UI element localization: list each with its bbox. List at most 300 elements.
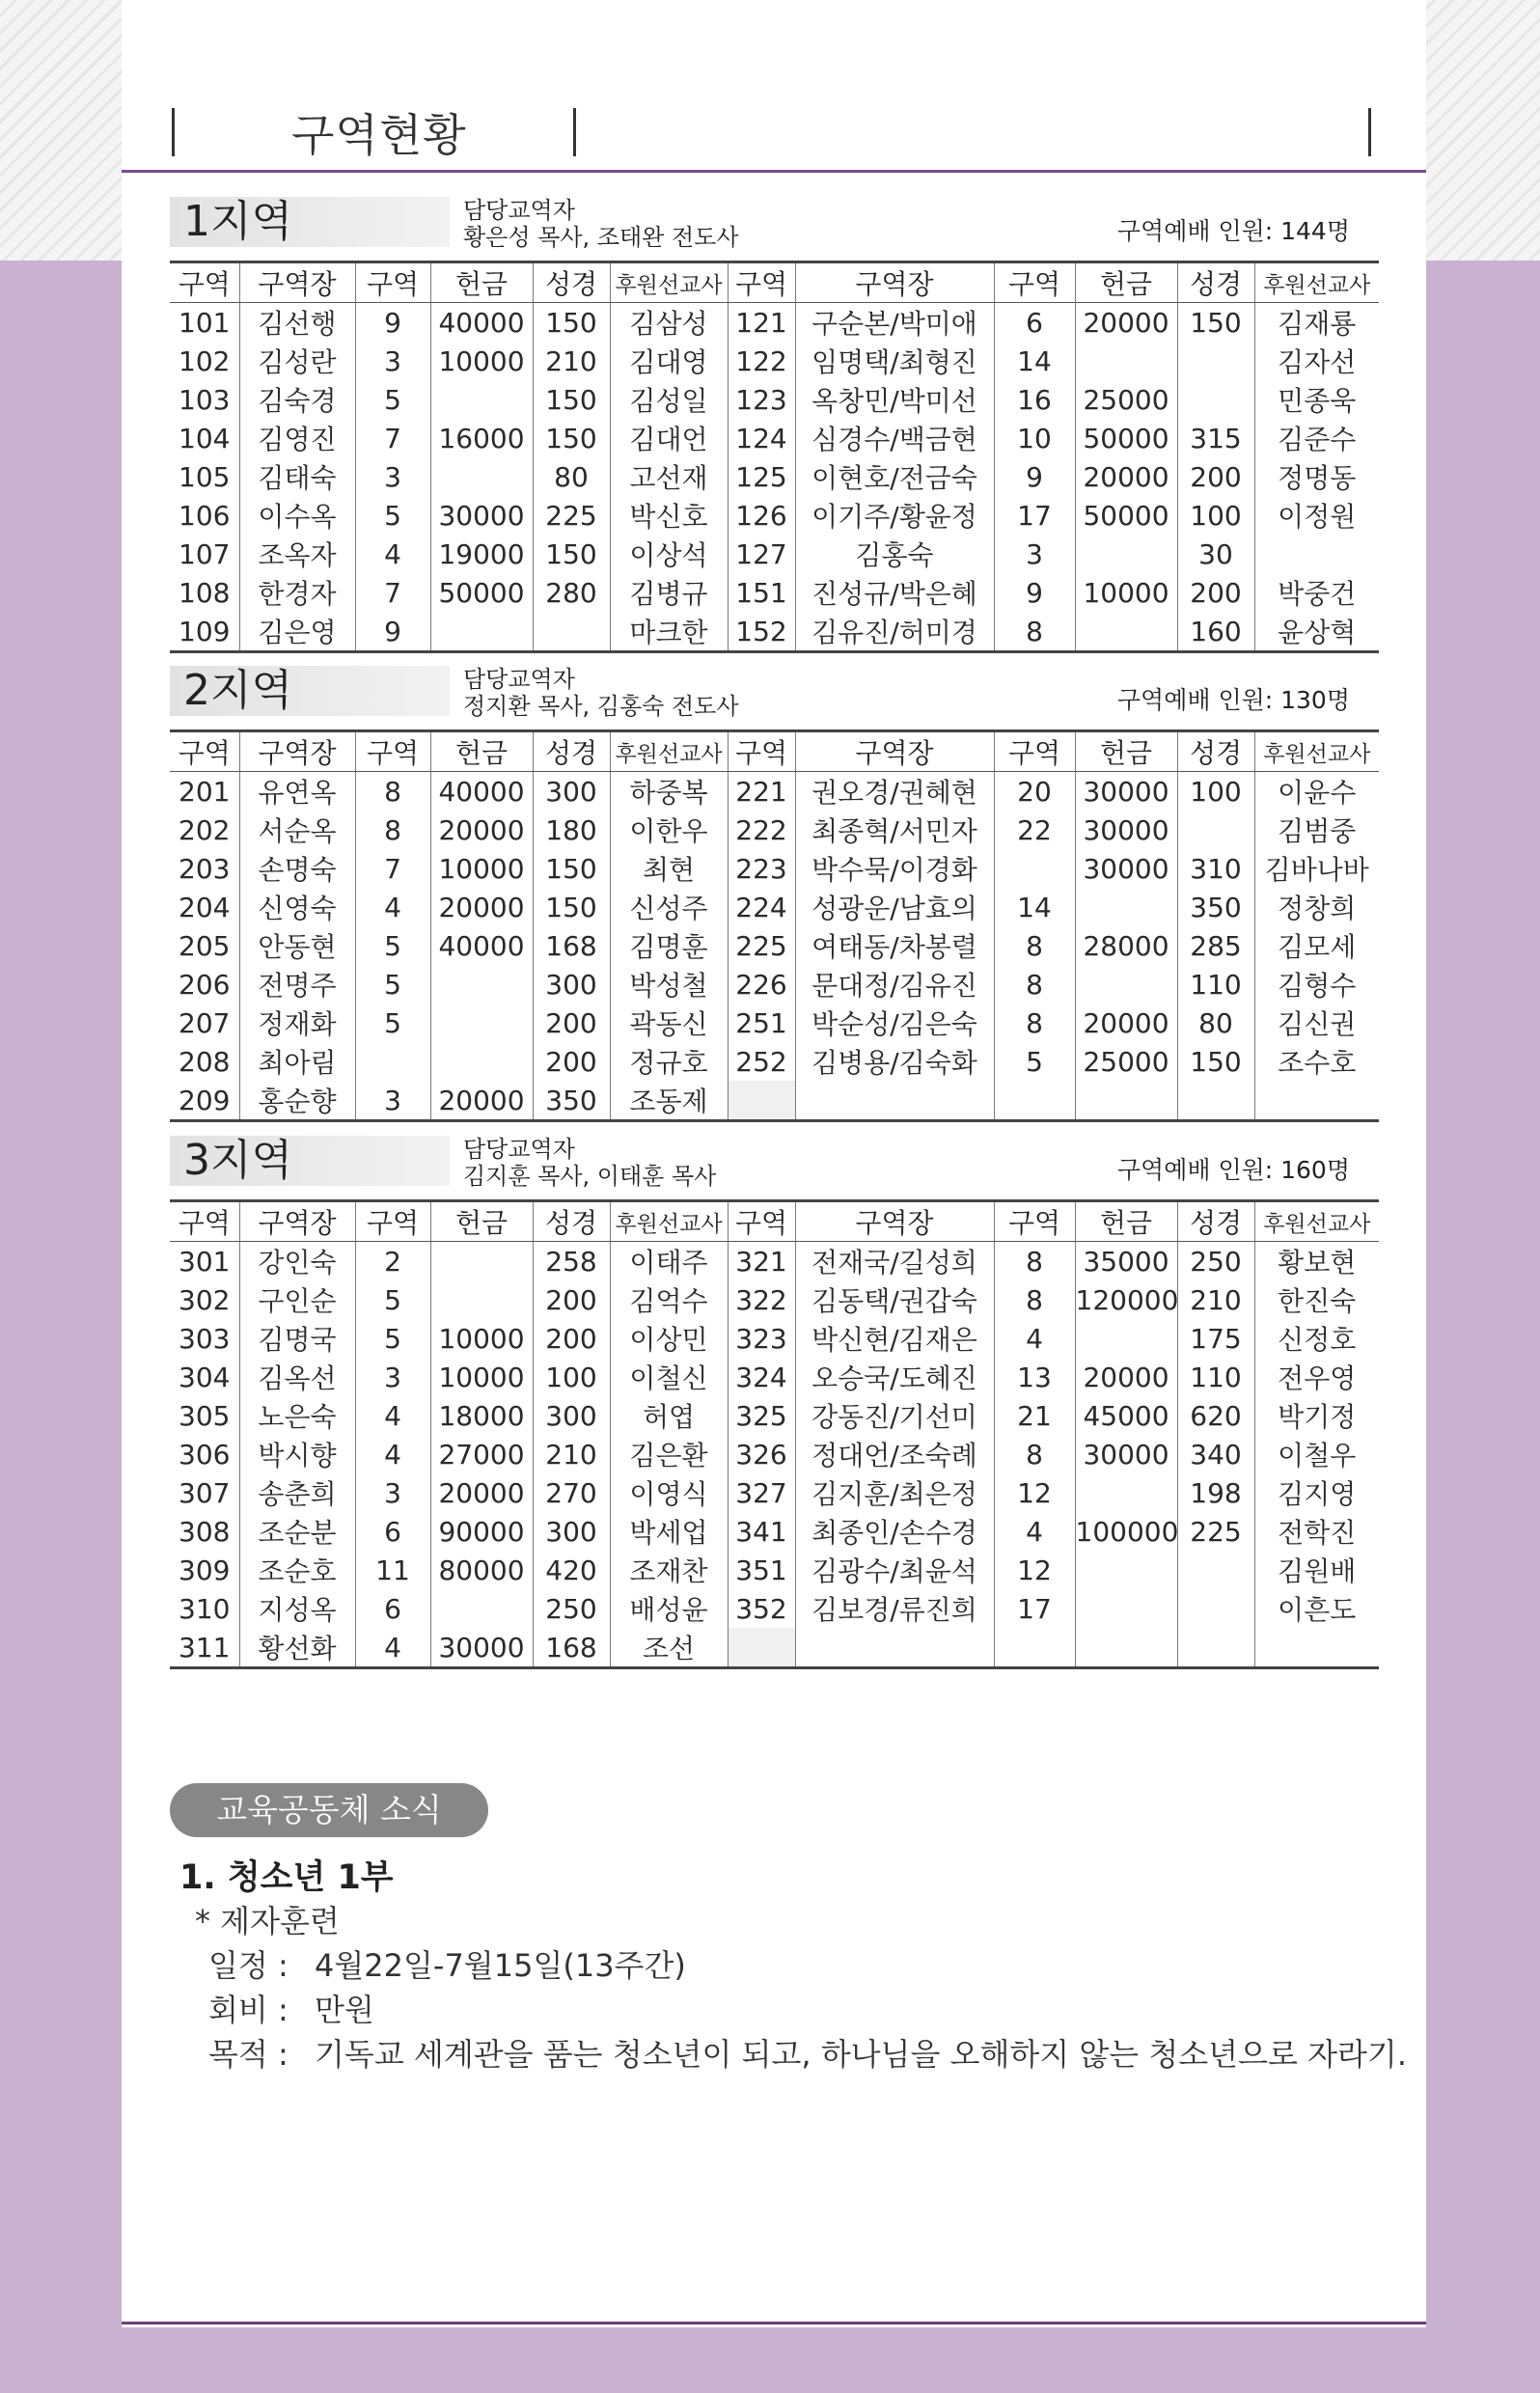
table-cell: 80 (533, 457, 610, 496)
table-cell: 80 (1177, 1004, 1254, 1042)
page-header (122, 96, 1426, 174)
column-header: 구역 (170, 731, 239, 772)
table-cell: 340 (1177, 1435, 1254, 1473)
table-cell: 203 (179, 852, 231, 885)
table-cell: 210 (533, 342, 610, 380)
table-cell: 곽동신 (610, 1004, 728, 1042)
table-cell: 이상석 (610, 535, 728, 573)
column-header: 후원선교사 (1254, 262, 1379, 303)
table-cell: 200 (533, 1042, 610, 1081)
table-cell: 서순옥 (239, 811, 355, 849)
column-header: 구역 (728, 731, 795, 772)
table-cell: 7 (355, 849, 430, 888)
column-header: 헌금 (1075, 1201, 1177, 1242)
table-cell: 박신호 (610, 496, 728, 535)
table-cell: 7 (355, 419, 430, 457)
table-cell: 20000 (430, 1473, 533, 1512)
region-name: 2지역 (170, 666, 450, 716)
table-cell: 민종욱 (1254, 380, 1379, 419)
table-cell: 12 (994, 1473, 1075, 1512)
table-cell: 8 (994, 965, 1075, 1004)
table-cell: 김은영 (239, 612, 355, 652)
table-cell: 25000 (1075, 1042, 1177, 1081)
table-cell: 150 (533, 888, 610, 926)
table-cell: 420 (533, 1551, 610, 1589)
table-cell: 285 (1177, 926, 1254, 965)
table-cell: 신성주 (610, 888, 728, 926)
table-cell: 110 (1177, 1358, 1254, 1396)
table-cell: 김자선 (1254, 342, 1379, 380)
table-cell: 101 (179, 306, 231, 339)
table-row (170, 811, 1379, 849)
table-cell (430, 1242, 533, 1281)
column-header: 헌금 (430, 262, 533, 303)
news-item-value: 4월22일-7월15일(13주간) (315, 1947, 686, 1984)
table-cell: 300 (533, 1512, 610, 1551)
table-cell: 25000 (1075, 380, 1177, 419)
table-cell: 홍순향 (239, 1081, 355, 1121)
table-cell (1075, 888, 1177, 926)
table-cell: 김준수 (1254, 419, 1379, 457)
table-cell: 4 (355, 888, 430, 926)
page-title: 구역현황 (291, 109, 467, 161)
table-cell: 125 (728, 457, 795, 496)
table-cell: 김병규 (610, 573, 728, 612)
table-cell: 104 (179, 422, 231, 454)
table-cell: 9 (355, 612, 430, 652)
table-cell: 김유진/허미경 (795, 612, 994, 652)
table-cell: 심경수/백금현 (795, 419, 994, 457)
table-cell: 16 (994, 380, 1075, 419)
table-cell: 2 (355, 1242, 430, 1281)
table-cell: 8 (994, 1242, 1075, 1281)
table-cell: 이현호/전금숙 (795, 457, 994, 496)
column-header: 성경 (533, 731, 610, 772)
table-cell: 206 (179, 968, 231, 1001)
table-cell (1177, 811, 1254, 849)
table-cell: 5 (994, 1042, 1075, 1081)
column-header: 구역 (728, 1201, 795, 1242)
table-cell: 250 (533, 1589, 610, 1628)
table-cell: 200 (1177, 573, 1254, 612)
table-cell: 27000 (430, 1435, 533, 1473)
table-cell: 6 (355, 1512, 430, 1551)
column-header: 성경 (533, 262, 610, 303)
table-cell (795, 1081, 994, 1121)
region-pastors: 정지환 목사, 김홍숙 전도사 (463, 693, 739, 720)
table-cell: 지성옥 (239, 1589, 355, 1628)
table-cell: 최현 (610, 849, 728, 888)
news-item-value: 만원 (315, 1992, 374, 2028)
table-cell: 200 (533, 1319, 610, 1358)
table-row (170, 1396, 1379, 1435)
table-cell: 8 (994, 1280, 1075, 1319)
table-cell (1254, 1628, 1379, 1668)
news-item-label: 목적 : (208, 2036, 289, 2073)
table-cell (1177, 342, 1254, 380)
table-row (170, 1551, 1379, 1589)
table-cell (795, 1628, 994, 1668)
column-header: 헌금 (1075, 731, 1177, 772)
table-cell: 270 (533, 1473, 610, 1512)
table-cell: 김선행 (239, 303, 355, 343)
column-header: 구역장 (239, 262, 355, 303)
table-cell: 4 (355, 1628, 430, 1668)
table-cell: 322 (728, 1280, 795, 1319)
table-cell: 6 (355, 1589, 430, 1628)
table-row (170, 888, 1379, 926)
table-cell: 이정원 (1254, 496, 1379, 535)
table-cell (728, 1081, 795, 1121)
table-cell: 5 (355, 1280, 430, 1319)
table-cell: 209 (179, 1084, 231, 1116)
news-title: 1. 청소년 1부 (179, 1858, 394, 1897)
table-cell (1177, 1081, 1254, 1121)
news-item-purpose (208, 2030, 1407, 2075)
table-row (170, 457, 1379, 496)
region-attendance: 구역예배 인원: 130명 (1116, 686, 1350, 714)
table-cell: 327 (728, 1473, 795, 1512)
table-cell: 김영진 (239, 419, 355, 457)
table-cell: 조순호 (239, 1551, 355, 1589)
table-cell: 40000 (430, 772, 533, 811)
table-cell (728, 1628, 795, 1668)
table-row (170, 1435, 1379, 1473)
table-cell: 151 (728, 573, 795, 612)
table-cell: 100000 (1075, 1512, 1177, 1551)
table-header-row (170, 1201, 1379, 1242)
table-cell: 4 (355, 535, 430, 573)
table-cell: 여태동/차봉렬 (795, 926, 994, 965)
table-row (170, 303, 1379, 343)
table-cell: 정대언/조숙례 (795, 1435, 994, 1473)
table-cell: 김성일 (610, 380, 728, 419)
table-cell: 14 (994, 888, 1075, 926)
table-cell: 20000 (430, 1081, 533, 1121)
table-cell: 251 (728, 1004, 795, 1042)
table-cell: 8 (994, 612, 1075, 652)
table-cell: 정재화 (239, 1004, 355, 1042)
table-cell: 김숙경 (239, 380, 355, 419)
table-cell: 8 (994, 1435, 1075, 1473)
table-cell (1177, 1551, 1254, 1589)
table-cell: 한경자 (239, 573, 355, 612)
table-cell (1075, 535, 1177, 573)
table-row (170, 1358, 1379, 1396)
table-cell: 김동택/권갑숙 (795, 1280, 994, 1319)
table-cell: 22 (994, 811, 1075, 849)
table-cell: 28000 (1075, 926, 1177, 965)
table-cell: 김재룡 (1254, 303, 1379, 343)
table-cell: 127 (728, 535, 795, 573)
table-cell: 150 (533, 380, 610, 419)
table-cell: 김지영 (1254, 1473, 1379, 1512)
table-cell: 박기정 (1254, 1396, 1379, 1435)
table-cell: 100 (1177, 772, 1254, 811)
table-cell: 김형수 (1254, 965, 1379, 1004)
table-cell: 222 (728, 811, 795, 849)
table-cell: 258 (533, 1242, 610, 1281)
table-cell: 정명동 (1254, 457, 1379, 496)
table-cell: 허엽 (610, 1396, 728, 1435)
table-cell (1075, 1473, 1177, 1512)
table-cell: 전명주 (239, 965, 355, 1004)
table-cell: 권오경/권혜현 (795, 772, 994, 811)
header-underline (122, 170, 1426, 173)
table-cell: 6 (994, 303, 1075, 343)
table-cell: 30000 (1075, 811, 1177, 849)
table-cell: 박성철 (610, 965, 728, 1004)
table-cell: 3 (355, 342, 430, 380)
table-cell: 김명국 (239, 1319, 355, 1358)
table-cell: 16000 (430, 419, 533, 457)
table-cell: 한진숙 (1254, 1280, 1379, 1319)
table-cell: 김지훈/최은정 (795, 1473, 994, 1512)
column-header: 구역 (355, 1201, 430, 1242)
table-cell: 80000 (430, 1551, 533, 1589)
table-cell: 오승국/도혜진 (795, 1358, 994, 1396)
table-cell: 조선 (610, 1628, 728, 1668)
table-row (170, 1319, 1379, 1358)
table-cell: 김보경/류진희 (795, 1589, 994, 1628)
table-cell: 김대영 (610, 342, 728, 380)
table-cell: 9 (994, 457, 1075, 496)
table-cell: 225 (728, 926, 795, 965)
table-cell: 김신권 (1254, 1004, 1379, 1042)
table-header-row (170, 731, 1379, 772)
table-row (170, 535, 1379, 573)
table-cell: 윤상혁 (1254, 612, 1379, 652)
table-cell: 신정호 (1254, 1319, 1379, 1358)
column-header: 헌금 (1075, 262, 1177, 303)
table-cell: 임명택/최형진 (795, 342, 994, 380)
table-cell: 전재국/길성희 (795, 1242, 994, 1281)
region-name: 1지역 (170, 197, 450, 247)
table-row (170, 1589, 1379, 1628)
table-cell: 김억수 (610, 1280, 728, 1319)
table-cell: 김태숙 (239, 457, 355, 496)
table-cell: 30 (1177, 535, 1254, 573)
table-cell: 최종혁/서민자 (795, 811, 994, 849)
table-cell: 100 (533, 1358, 610, 1396)
table-row (170, 419, 1379, 457)
table-cell (1075, 1589, 1177, 1628)
region-pastors: 김지훈 목사, 이태훈 목사 (463, 1163, 717, 1190)
table-cell (430, 1004, 533, 1042)
table-cell: 102 (179, 344, 231, 377)
table-cell: 150 (1177, 303, 1254, 343)
table-cell: 124 (728, 419, 795, 457)
table-cell: 20000 (430, 811, 533, 849)
coordinator-label: 담당교역자 (463, 666, 575, 693)
table-cell: 30000 (430, 496, 533, 535)
table-cell: 옥창민/박미선 (795, 380, 994, 419)
table-cell: 최아림 (239, 1042, 355, 1081)
table-cell: 30000 (1075, 849, 1177, 888)
table-cell: 175 (1177, 1319, 1254, 1358)
table-cell: 노은숙 (239, 1396, 355, 1435)
table-cell: 조수호 (1254, 1042, 1379, 1081)
table-cell: 310 (179, 1592, 231, 1625)
column-header: 성경 (1177, 262, 1254, 303)
table-cell: 50000 (1075, 496, 1177, 535)
table-cell: 3 (355, 1473, 430, 1512)
table-cell: 168 (533, 1628, 610, 1668)
table-cell: 305 (179, 1399, 231, 1432)
column-header: 구역 (170, 1201, 239, 1242)
region-attendance: 구역예배 인원: 160명 (1116, 1156, 1350, 1184)
table-cell: 35000 (1075, 1242, 1177, 1281)
table-cell: 유연옥 (239, 772, 355, 811)
table-cell: 103 (179, 383, 231, 416)
table-cell (1075, 965, 1177, 1004)
table-cell: 5 (355, 1004, 430, 1042)
table-cell (533, 612, 610, 652)
table-cell (1254, 535, 1379, 573)
table-cell: 13 (994, 1358, 1075, 1396)
table-cell: 8 (355, 772, 430, 811)
table-cell (1075, 1551, 1177, 1589)
table-cell: 10000 (430, 1358, 533, 1396)
table-cell: 김대언 (610, 419, 728, 457)
column-header: 구역장 (795, 1201, 994, 1242)
table-cell: 이수옥 (239, 496, 355, 535)
table-cell: 17 (994, 1589, 1075, 1628)
table-cell: 전학진 (1254, 1512, 1379, 1551)
table-cell: 성광운/남효의 (795, 888, 994, 926)
table-cell: 325 (728, 1396, 795, 1435)
table-cell: 50000 (430, 573, 533, 612)
column-header: 후원선교사 (1254, 1201, 1379, 1242)
table-cell: 3 (355, 1081, 430, 1121)
table-cell: 198 (1177, 1473, 1254, 1512)
table-cell: 326 (728, 1435, 795, 1473)
table-cell: 안동현 (239, 926, 355, 965)
table-cell: 121 (728, 303, 795, 343)
table-cell: 황선화 (239, 1628, 355, 1668)
table-cell: 이영식 (610, 1473, 728, 1512)
page-bottom-line (122, 2322, 1426, 2324)
table-cell: 200 (1177, 457, 1254, 496)
column-header: 구역장 (239, 1201, 355, 1242)
table-cell: 정규호 (610, 1042, 728, 1081)
table-cell: 이윤수 (1254, 772, 1379, 811)
table-cell: 30000 (1075, 1435, 1177, 1473)
table-row (170, 926, 1379, 965)
table-cell: 20000 (1075, 457, 1177, 496)
table-cell: 진성규/박은혜 (795, 573, 994, 612)
table-cell: 10000 (430, 1319, 533, 1358)
table-cell: 10000 (430, 342, 533, 380)
table-cell: 이한우 (610, 811, 728, 849)
region-pastors: 황은성 목사, 조태완 전도사 (463, 224, 739, 251)
table-cell: 김옥선 (239, 1358, 355, 1396)
table-cell: 12 (994, 1551, 1075, 1589)
column-header: 헌금 (430, 1201, 533, 1242)
table-cell: 김광수/최윤석 (795, 1551, 994, 1589)
table-cell: 300 (533, 772, 610, 811)
column-header: 구역 (994, 731, 1075, 772)
table-cell: 하중복 (610, 772, 728, 811)
table-cell (1177, 380, 1254, 419)
region-name: 3지역 (170, 1136, 450, 1186)
table-cell: 4 (994, 1319, 1075, 1358)
news-item-schedule (208, 1941, 686, 1986)
table-cell: 김범중 (1254, 811, 1379, 849)
table-cell: 150 (533, 849, 610, 888)
table-cell: 20000 (1075, 303, 1177, 343)
table-cell: 김병용/김숙화 (795, 1042, 994, 1081)
table-row (170, 772, 1379, 811)
table-cell (1075, 612, 1177, 652)
table-cell: 303 (179, 1322, 231, 1355)
table-cell: 배성윤 (610, 1589, 728, 1628)
column-header: 구역장 (795, 262, 994, 303)
table-cell: 210 (533, 1435, 610, 1473)
table-cell: 4 (994, 1512, 1075, 1551)
column-header: 성경 (1177, 1201, 1254, 1242)
table-cell: 224 (728, 888, 795, 926)
table-cell (355, 1042, 430, 1081)
table-cell: 352 (728, 1589, 795, 1628)
table-cell: 9 (355, 303, 430, 343)
table-cell: 120000 (1075, 1280, 1177, 1319)
table-cell: 350 (533, 1081, 610, 1121)
table-cell: 박신현/김재은 (795, 1319, 994, 1358)
table-cell: 최종인/손수경 (795, 1512, 994, 1551)
region-attendance: 구역예배 인원: 144명 (1116, 217, 1350, 245)
table-cell: 3 (355, 457, 430, 496)
header-divider-mid (573, 108, 576, 156)
region-3-table (170, 1199, 1379, 1669)
table-cell (430, 612, 533, 652)
news-item-value: 기독교 세계관을 품는 청소년이 되고, 하나님을 오해하지 않는 청소년으로 자라기. (315, 2036, 1407, 2073)
table-cell: 19000 (430, 535, 533, 573)
column-header: 헌금 (430, 731, 533, 772)
table-cell: 박수묵/이경화 (795, 849, 994, 888)
column-header: 후원선교사 (610, 1201, 728, 1242)
table-row (170, 496, 1379, 535)
table-row (170, 1280, 1379, 1319)
table-cell: 20000 (1075, 1004, 1177, 1042)
table-cell: 10000 (1075, 573, 1177, 612)
table-cell: 226 (728, 965, 795, 1004)
table-row (170, 1242, 1379, 1281)
coordinator-label: 담당교역자 (463, 197, 575, 224)
table-cell: 20000 (430, 888, 533, 926)
table-cell: 150 (533, 535, 610, 573)
table-row (170, 1081, 1379, 1121)
table-cell: 9 (994, 573, 1075, 612)
table-cell: 박중건 (1254, 573, 1379, 612)
table-cell: 307 (179, 1476, 231, 1509)
table-cell: 300 (533, 1396, 610, 1435)
table-cell: 301 (179, 1245, 231, 1278)
table-cell: 315 (1177, 419, 1254, 457)
table-cell: 105 (179, 460, 231, 493)
table-cell: 204 (179, 891, 231, 923)
table-cell: 150 (1177, 1042, 1254, 1081)
table-cell: 3 (355, 1358, 430, 1396)
table-cell (1075, 1628, 1177, 1668)
table-cell: 106 (179, 499, 231, 532)
table-cell: 20 (994, 772, 1075, 811)
table-cell: 323 (728, 1319, 795, 1358)
table-cell: 150 (533, 303, 610, 343)
table-row (170, 612, 1379, 652)
column-header: 구역 (994, 262, 1075, 303)
table-cell: 200 (533, 1280, 610, 1319)
